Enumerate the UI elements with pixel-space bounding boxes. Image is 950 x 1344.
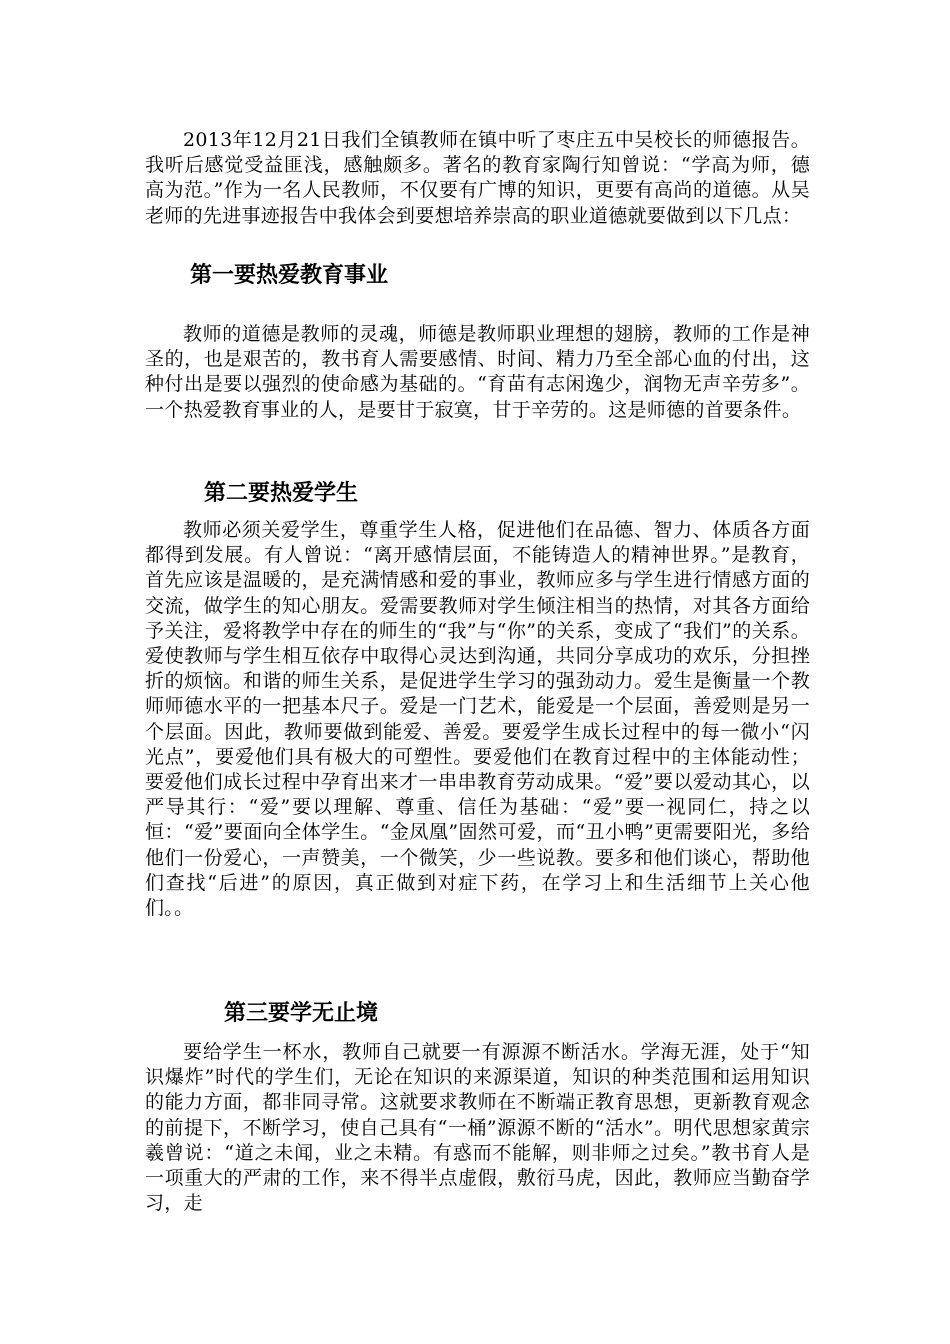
section-body-1: 教师的道德是教师的灵魂，师德是教师职业理想的翅膀，教师的工作是神圣的，也是艰苦的，教书育人需要感情、时间、精力乃至全部心血的付出，这种付出是要以强烈的使命感为基础的。“育苗有志闲逸少，润物无声辛劳多”。一个热爱教育事业的人，是要甘于寂寞，甘于辛劳的。这是师德的首要条件。 bbox=[145, 323, 810, 421]
intro-paragraph: 2013年12月21日我们全镇教师在镇中听了枣庄五中吴校长的师德报告。我听后感觉受益匪浅，感触颇多。著名的教育家陶行知曾说：“学高为师，德高为范。”作为一名人民教师，不仅要有广博的知识，更要有高尚的道德。从吴老师的先进事迹报告中我体会到要想培养崇高的职业道德就要做到以下几点： bbox=[145, 129, 810, 227]
section-heading-1: 第一要热爱教育事业 bbox=[190, 263, 389, 288]
section-body-3: 要给学生一杯水，教师自己就要一有源源不断活水。学海无涯，处于“知识爆炸”时代的学生们，无论在知识的来源渠道，知识的种类范围和运用知识的能力方面，都非同寻常。这就要求教师在不断端正教育思想，更新教育观念的前提下，不断学习，使自己具有“一桶”源源不断的“活水”。明代思想家黄宗羲曾说：“道之未闻，业之未精。有惑而不能解，则非师之过矣。”教书育人是一项重大的严肃的工作，来不得半点虚假，敷衍马虎，因此，教师应当勤奋学习，走 bbox=[145, 1041, 810, 1215]
section-heading-3: 第三要学无止境 bbox=[224, 1001, 379, 1026]
section-heading-2: 第二要热爱学生 bbox=[204, 481, 359, 506]
section-body-2: 教师必须关爱学生，尊重学生人格，促进他们在品德、智力、体质各方面都得到发展。有人曾说：“离开感情层面，不能铸造人的精神世界。”是教育，首先应该是温暖的，是充满情感和爱的事业，教师应多与学生进行情感方面的交流，做学生的知心朋友。爱需要教师对学生倾注相当的热情，对其各方面给予关注，爱将教学中存在的师生的“我”与“你”的关系，变成了“我们”的关系。爱使教师与学生相互依存中取得心灵达到沟通，共同分享成功的欢乐，分担挫折的烦恼。和谐的师生关系，是促进学生学习的强劲动力。爱生是衡量一个教师师德水平的一把基本尺子。爱是一门艺术，能爱是一个层面，善爱则是另一个层面。因此，教师要做到能爱、善爱。要爱学生成长过程中的每一微小“闪光点”，要爱他们具有极大的可塑性。要爱他们在教育过程中的主体能动性；要爱他们成长过程中孕育出来才一串串教育劳动成果。“爱”要以爱动其心，以严导其行：“爱”要以理解、尊重、信任为基础：“爱”要一视同仁，持之以恒：“爱”要面向全体学生。“金凤凰”固然可爱，而“丑小鸭”更需要阳光，多给他们一份爱心，一声赞美，一个微笑，少一些说教。要多和他们谈心，帮助他们查找“后进”的原因，真正做到对症下药，在学习上和生活细节上关心他们。。 bbox=[145, 519, 810, 920]
